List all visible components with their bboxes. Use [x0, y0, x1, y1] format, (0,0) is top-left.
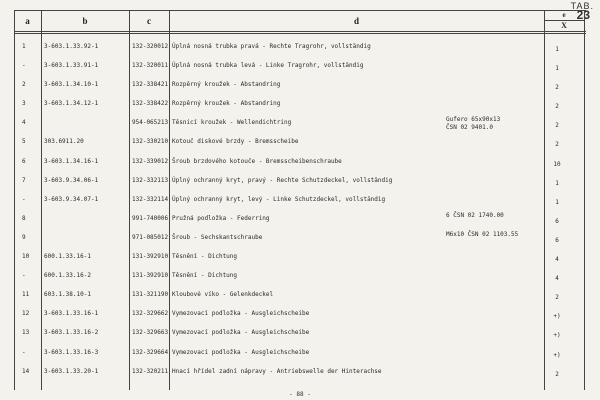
cell-part-number: 132-332113: [132, 176, 169, 184]
table-row: [14, 209, 586, 228]
cell-description: Těsnicí kroužek - Wellendichtring: [172, 119, 292, 127]
cell-drawing-number: 303.6911.20: [44, 138, 84, 146]
cell-item-number: 10: [22, 253, 30, 261]
column-header-d: d: [353, 15, 359, 26]
cell-quantity: +): [553, 351, 561, 359]
cell-drawing-number: 3-603.1.33.16-2: [44, 329, 99, 337]
cell-quantity: 10: [553, 160, 561, 168]
cell-description: Pružná podložka - Federring: [172, 214, 270, 222]
cell-drawing-number: 3-603.1.34.10-1: [44, 81, 99, 89]
cell-description: Úplný ochranný kryt, pravý - Rechte Schutzdeckel, vollständig: [172, 176, 393, 184]
cell-part-number: 132-329662: [132, 310, 169, 318]
cell-description: Kotouč diskové brzdy - Bremsscheibe: [172, 138, 299, 146]
cell-quantity: 4: [555, 275, 559, 283]
cell-description: Rozpěrný kroužek - Abstandring: [172, 100, 281, 108]
cell-item-number: 7: [22, 176, 26, 184]
cell-item-number: -: [22, 348, 26, 356]
cell-item-number: 9: [22, 233, 26, 241]
cell-item-number: -: [22, 195, 26, 203]
cell-part-number: 132-329664: [132, 348, 169, 356]
cell-drawing-number: 600.1.33.16-2: [44, 272, 91, 280]
cell-quantity: +): [553, 332, 561, 340]
table-row: [14, 132, 586, 151]
cell-item-number: -: [22, 272, 26, 280]
cell-part-number: 132-338421: [132, 81, 169, 89]
table-row: [14, 56, 586, 75]
table-row: [14, 343, 586, 362]
cell-drawing-number: 3-603.1.34.16-1: [44, 157, 99, 165]
column-header-b: b: [82, 15, 88, 26]
cell-part-number: 131-321190: [132, 291, 169, 299]
cell-drawing-number: 3-603.1.34.12-1: [44, 100, 99, 108]
cell-quantity: 6: [555, 217, 559, 225]
cell-quantity: 6: [555, 236, 559, 244]
cell-description: Rozpěrný kroužek - Abstandring: [172, 81, 281, 89]
cell-quantity: 4: [555, 256, 559, 264]
cell-quantity: 1: [555, 46, 559, 53]
column-header-c: c: [147, 15, 151, 26]
table-row: [14, 37, 586, 56]
cell-description: Vymezovací podložka - Ausgleichscheibe: [172, 329, 310, 337]
cell-drawing-number: 3-603.1.33.91-1: [44, 62, 99, 70]
table-row: [14, 113, 586, 132]
cell-item-number: 14: [22, 367, 30, 375]
tab-number: 23: [576, 8, 590, 22]
cell-part-number: 132-320012: [132, 43, 169, 50]
cell-item-number: 8: [22, 214, 26, 222]
cell-description: Těsnění - Dichtung: [172, 253, 238, 261]
table-row: [14, 228, 586, 247]
column-header-a: a: [25, 15, 30, 26]
cell-part-number: 132-320211: [132, 367, 169, 375]
cell-part-number: 971-085012: [132, 233, 169, 241]
cell-description: Šroub brzdového kotouče - Bremsscheibenschraube: [172, 157, 342, 165]
table-row: [14, 171, 586, 190]
column-header-e: e: [562, 11, 566, 19]
cell-drawing-number: 3-603.9.34.06-1: [44, 176, 99, 184]
header-bottom-rule-double: [14, 33, 586, 34]
column-header-x: X: [561, 21, 567, 30]
cell-description: Úplná nosná trubka levá - Linke Tragrohr, vollständig: [172, 62, 364, 70]
table-row: [14, 304, 586, 323]
cell-item-number: 6: [22, 157, 26, 165]
cell-quantity: 2: [555, 122, 559, 130]
cell-description: Hnací hřídel zadní nápravy - Antriebswelle der Hinterachse: [172, 367, 382, 375]
cell-drawing-number: 3-603.1.33.20-1: [44, 367, 99, 375]
cell-description: Vymezovací podložka - Ausgleichscheibe: [172, 348, 310, 356]
cell-quantity: 1: [555, 179, 559, 187]
table-row: [14, 362, 586, 381]
cell-quantity: +): [553, 313, 561, 321]
table-row: [14, 152, 586, 171]
cell-drawing-number: 3-603.1.33.16-3: [44, 348, 99, 356]
cell-part-number: 131-392910: [132, 253, 169, 261]
table-row: [14, 285, 586, 304]
cell-drawing-number: 3-603.1.33.92-1: [44, 43, 99, 50]
page-number: - 88 -: [289, 391, 311, 398]
cell-quantity: 1: [555, 198, 559, 206]
cell-item-number: 13: [22, 329, 30, 337]
cell-quantity: 2: [555, 294, 559, 302]
cell-quantity: 2: [555, 84, 559, 92]
cell-quantity: 2: [555, 141, 559, 149]
parts-table: [14, 10, 586, 390]
cell-item-number: 12: [22, 310, 30, 318]
cell-part-number: 132-330210: [132, 138, 169, 146]
cell-item-number: 1: [22, 43, 26, 50]
cell-drawing-number: 3-603.9.34.07-1: [44, 195, 99, 203]
table-row: [14, 266, 586, 285]
cell-part-number: 132-338422: [132, 100, 169, 108]
tab-label: TAB.: [570, 1, 594, 11]
cell-description: Úplná nosná trubka pravá - Rechte Tragrohr, vollständig: [172, 43, 371, 50]
cell-description: Těsnění - Dichtung: [172, 272, 238, 280]
cell-note: Gufero 65x90x13 ČSN 02 9401.0: [446, 116, 501, 131]
cell-item-number: 4: [22, 119, 26, 127]
table-row: [14, 94, 586, 113]
cell-quantity: 2: [555, 370, 559, 378]
cell-item-number: 2: [22, 81, 26, 89]
cell-item-number: 11: [22, 291, 30, 299]
table-row: [14, 75, 586, 94]
cell-note: M6x10 ČSN 02 1103.55: [446, 230, 519, 238]
cell-part-number: 132-320011: [132, 62, 169, 70]
cell-drawing-number: 600.1.33.16-1: [44, 253, 91, 261]
cell-description: Kloubové víko - Gelenkdeckel: [172, 291, 274, 299]
cell-drawing-number: 603.1.38.10-1: [44, 291, 91, 299]
table-body: [14, 37, 586, 381]
cell-quantity: 1: [555, 65, 559, 73]
table-row: [14, 323, 586, 342]
table-row: [14, 190, 586, 209]
table-row: [14, 247, 586, 266]
cell-part-number: 132-339012: [132, 157, 169, 165]
cell-part-number: 954-065213: [132, 119, 169, 127]
cell-description: Vymezovací podložka - Ausgleichscheibe: [172, 310, 310, 318]
cell-drawing-number: 3-603.1.33.16-1: [44, 310, 99, 318]
cell-part-number: 132-329663: [132, 329, 169, 337]
cell-note: 6 ČSN 02 1740.00: [446, 211, 504, 219]
cell-quantity: 2: [555, 103, 559, 111]
cell-part-number: 991-740006: [132, 214, 169, 222]
cell-item-number: -: [22, 62, 26, 70]
cell-description: Úplný ochranný kryt, levý - Linke Schutzdeckel, vollständig: [172, 195, 386, 203]
cell-part-number: 131-392910: [132, 272, 169, 280]
cell-item-number: 5: [22, 138, 26, 146]
cell-part-number: 132-332114: [132, 195, 169, 203]
cell-item-number: 3: [22, 100, 26, 108]
cell-description: Šroub - Sechskantschraube: [172, 233, 263, 241]
